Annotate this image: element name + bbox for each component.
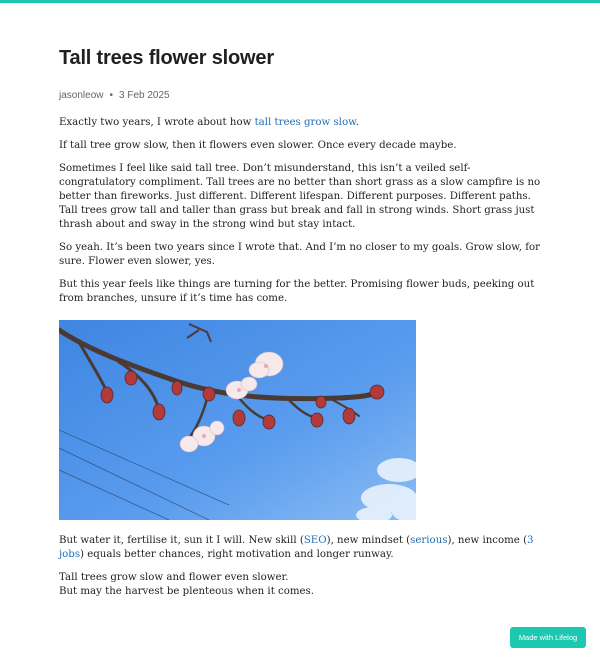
post-date: 3 Feb 2025 <box>119 90 170 101</box>
paragraph-6: But water it, fertilise it, sun it I will. New skill (SEO), new mindset (serious), new income (3 jobs) equals better chances, right motivation and longer runway. <box>59 535 534 560</box>
paragraph-1: Exactly two years, I wrote about how tall trees grow slow. <box>59 117 359 128</box>
post-body <box>59 116 541 599</box>
article <box>59 44 541 608</box>
post-title: Tall trees flower slower <box>59 47 274 69</box>
paragraph-3: Sometimes I feel like said tall tree. Don’t misunderstand, this isn’t a veiled self-congratulatory compliment. Tall trees are no better than short grass as a slow campfire is no better than fireworks. Just different. Different lifespan. Different purposes. Different paths. Tall trees grow tall and taller than grass but break and fall in strong winds. Short grass just thrash about and sway in the strong wind but stay intact. <box>59 163 541 230</box>
paragraph-5: But this year feels like things are turning for the better. Promising flower buds, peeking out from branches, unsure if it’s time has come. <box>59 279 535 304</box>
paragraph-7: Tall trees grow slow and flower even slower. But may the harvest be plenteous when it comes. <box>59 572 315 597</box>
paragraph-4: So yeah. It’s been two years since I wrote that. And I’m no closer to my goals. Grow slow, for sure. Flower even slower, yes. <box>59 242 541 267</box>
paragraph-2: If tall tree grow slow, then it flowers even slower. Once every decade maybe. <box>59 140 457 151</box>
cherry-blossom-photo <box>59 320 416 520</box>
tall-trees-grow-slow-link[interactable]: tall trees grow slow <box>254 117 356 128</box>
3-jobs-link[interactable]: 3 jobs <box>59 535 534 560</box>
made-with-lifelog-button[interactable]: Made with Lifelog <box>510 627 586 648</box>
author-link[interactable]: jasonleow <box>59 90 104 101</box>
serious-link[interactable]: serious <box>410 535 448 546</box>
seo-link[interactable]: SEO <box>303 535 327 546</box>
top-accent-bar <box>0 0 600 3</box>
post-meta <box>59 89 541 103</box>
meta-separator: • <box>109 90 113 101</box>
